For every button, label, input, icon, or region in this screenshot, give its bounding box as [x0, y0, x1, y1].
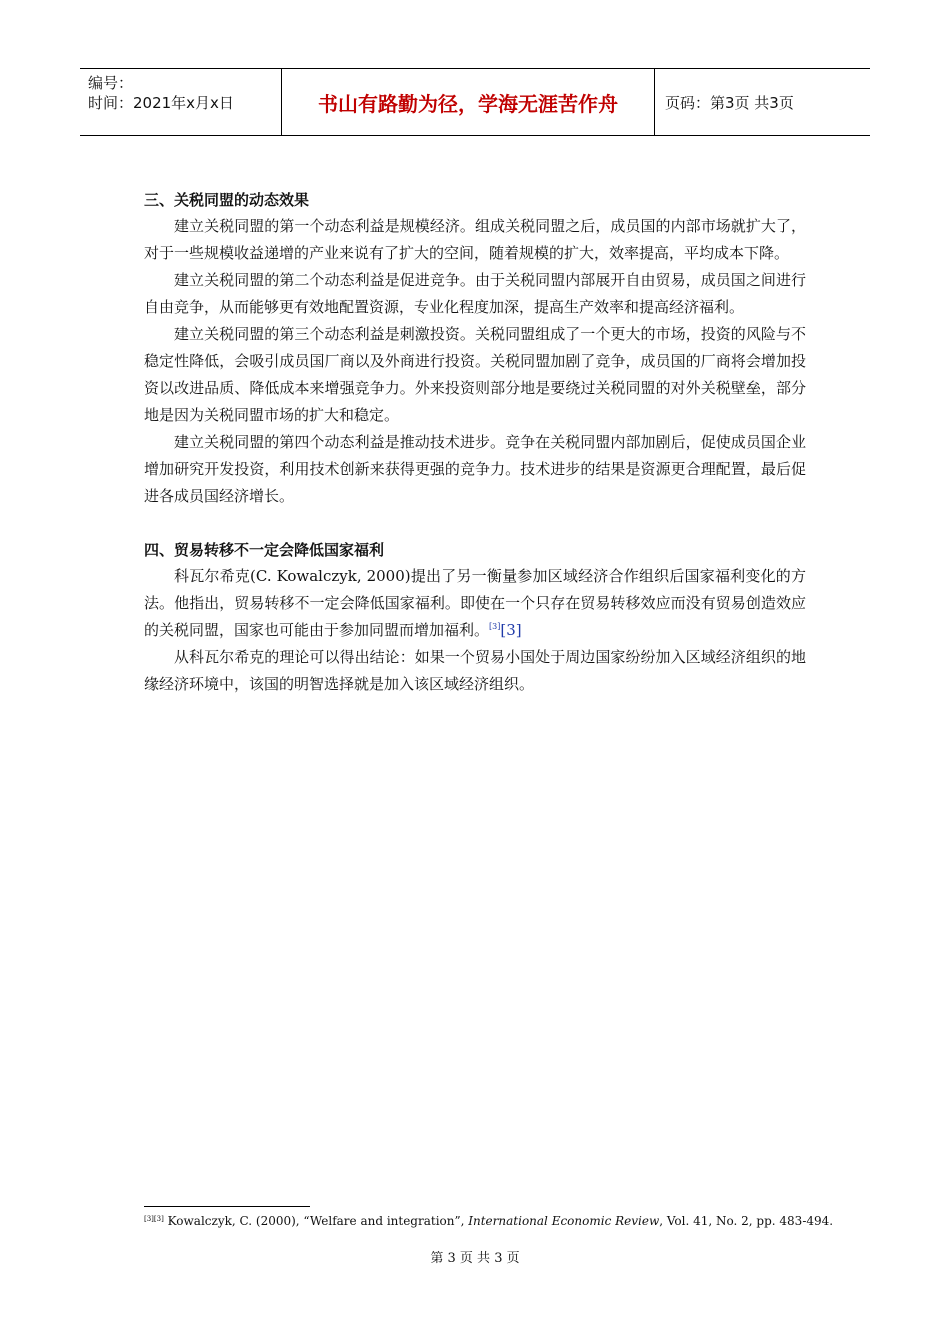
section-heading: 四、贸易转移不一定会降低国家福利 — [144, 541, 385, 559]
footnote-separator — [144, 1206, 310, 1207]
footnote-text-tail: , Vol. 41, No. 2, pp. 483-494. — [659, 1214, 834, 1228]
paragraph — [144, 563, 806, 644]
paragraph: 从科瓦尔希克的理论可以得出结论：如果一个贸易小国处于周边国家纷纷加入区域经济组织的地缘经济环境中，该国的明智选择就是加入该区域经济组织。 — [144, 648, 806, 693]
paragraph: 建立关税同盟的第一个动态利益是规模经济。组成关税同盟之后，成员国的内部市场就扩大了，对于一些规模收益递增的产业来说有了扩大的空间，随着规模的扩大，效率提高，平均成本下降。 — [144, 217, 806, 262]
footnote-text: Kowalczyk, C. (2000), “Welfare and integration”, — [163, 1214, 469, 1228]
page-header — [80, 68, 870, 136]
section-heading: 三、关税同盟的动态效果 — [144, 191, 310, 209]
footnote-marker[interactable]: [3] — [489, 622, 501, 631]
paragraph: 建立关税同盟的第四个动态利益是推动技术进步。竞争在关税同盟内部加剧后，促使成员国企业增加研究开发投资，利用技术创新来获得更强的竞争力。技术进步的结果是资源更合理配置，最后促进各成员国经济增长。 — [144, 433, 806, 505]
paragraph: 建立关税同盟的第三个动态利益是刺激投资。关税同盟组成了一个更大的市场，投资的风险与不稳定性降低，会吸引成员国厂商以及外商进行投资。关税同盟加剧了竞争，成员国的厂商将会增加投资以改进品质、降低成本来增强竞争力。外来投资则部分地是要绕过关税同盟的对外关税壁垒，部分地是因为关税同盟市场的扩大和稳定。 — [144, 325, 806, 424]
document-date-label: 时间：2021年x月x日 — [88, 94, 234, 112]
page-number-footer: 第 3 页 共 3 页 — [430, 1251, 520, 1266]
header-page-info: 页码：第3页 共3页 — [665, 93, 794, 112]
header-motto: 书山有路勤为径，学海无涯苦作舟 — [282, 69, 655, 135]
paragraph: 建立关税同盟的第二个动态利益是促进竞争。由于关税同盟内部展开自由贸易，成员国之间进行自由竞争，从而能够更有效地配置资源，专业化程度加深，提高生产效率和提高经济福利。 — [144, 271, 806, 316]
footnote-marker: [3][3] — [144, 1215, 164, 1223]
footnote — [144, 1213, 844, 1229]
header-meta — [80, 69, 282, 135]
footnote-journal: International Economic Review — [468, 1214, 660, 1228]
document-body — [144, 188, 806, 698]
document-number-label: 编号： — [88, 74, 134, 92]
citation-link[interactable]: [3] — [500, 621, 522, 639]
paragraph-text: 科瓦尔希克(C. Kowalczyk, 2000)提出了另一衡量参加区域经济合作组织后国家福利变化的方法。他指出，贸易转移不一定会降低国家福利。即使在一个只存在贸易转移效应而没有贸易创造效应的关税同盟，国家也可能由于参加同盟而增加福利。 — [144, 567, 806, 639]
